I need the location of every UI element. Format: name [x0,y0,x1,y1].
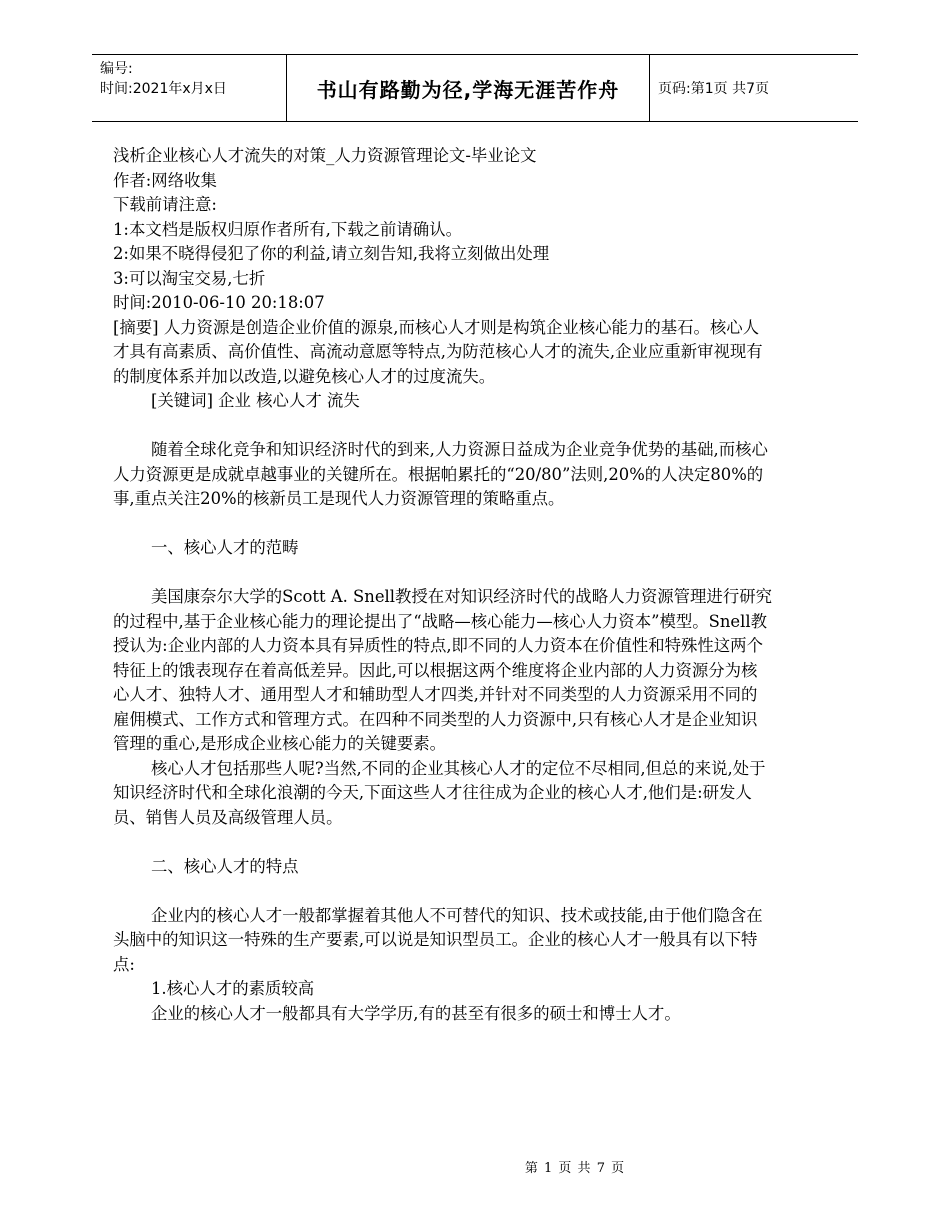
publish-time: 时间:2010-06-10 20:18:07 [113,293,325,312]
section-heading: 一、核心人才的范畴 [151,538,299,557]
intro-paragraph: 随着全球化竞争和知识经济时代的到来,人力资源日益成为企业竞争优势的基础,而核心人力资源更是成就卓越事业的关键所在。根据帕累托的“20/80”法则,20%的人决定80%的事,重点关注20%的核新员工是现代人力资源管理的策略重点。 [113,440,768,508]
subsection-heading: 1.核心人才的素质较高 [151,979,315,998]
abstract: [摘要] 人力资源是创造企业价值的源泉,而核心人才则是构筑企业核心能力的基石。核心人才具有高素质、高价值性、高流动意愿等特点,为防范核心人才的流失,企业应重新审视现有的制度体系并加以改造,以避免核心人才的过度流失。 [113,317,763,386]
body-paragraph: 企业内的核心人才一般都掌握着其他人不可替代的知识、技术或技能,由于他们隐含在头脑中的知识这一特殊的生产要素,可以说是知识型员工。企业的核心人才一般具有以下特点: [113,905,763,974]
spacer [113,512,773,537]
body-paragraph: 核心人才包括那些人呢?当然,不同的企业其核心人才的定位不尽相同,但总的来说,处于知识经济时代和全球化浪潮的今天,下面这些人才往往成为企业的核心人才,他们是:研发人员、销售人员及高级管理人员。 [113,758,766,827]
notice-item: 3:可以淘宝交易,七折 [113,268,266,288]
keywords: [关键词] 企业 核心人才 流失 [151,391,360,410]
serial-label: 编号: [100,61,133,77]
spacer [113,830,773,855]
header-meta [92,55,286,121]
document-body [113,144,773,1026]
footer-page-number: 第 1 页 共 7 页 [524,1161,626,1176]
notice-heading: 下载前请注意: [113,195,217,214]
time-label: 时间:2021年x月x日 [100,81,227,97]
notice-item: 1:本文档是版权归原作者所有,下载之前请确认。 [113,219,462,239]
section-heading: 二、核心人才的特点 [151,856,299,876]
body-paragraph: 企业的核心人才一般都具有大学学历,有的甚至有很多的硕士和博士人才。 [151,1003,681,1023]
spacer [113,414,773,439]
page-footer [0,1157,950,1176]
body-paragraph: 美国康奈尔大学的Scott A. Snell教授在对知识经济时代的战略人力资源管理进行研究的过程中,基于企业核心能力的理论提出了“战略—核心能力—核心人力资本”模型。Snell教授认为:企业内部的人力资本具有异质性的特点,即不同的人力资本在价值性和特殊性这两个特征上的饿表现存在着高低差异。因此,可以根据这两个维度将企业内部的人力资源分为核心人才、独特人才、通用型人才和辅助型人才四类,并针对不同类型的人力资源采用不同的雇佣模式、工作方式和管理方式。在四种不同类型的人力资源中,只有核心人才是企业知识管理的重心,是形成企业核心能力的关键要素。 [113,587,772,753]
notice-item: 2:如果不晓得侵犯了你的利益,请立刻告知,我将立刻做出处理 [113,244,550,263]
document-title: 浅析企业核心人才流失的对策_人力资源管理论文-毕业论文 [113,146,537,165]
spacer [113,561,773,586]
author-line: 作者:网络收集 [113,170,217,190]
page-header [92,54,858,122]
header-page-info: 页码:第1页 共7页 [658,81,769,97]
header-motto: 书山有路勤为径,学海无涯苦作舟 [286,55,650,121]
spacer [113,879,773,904]
